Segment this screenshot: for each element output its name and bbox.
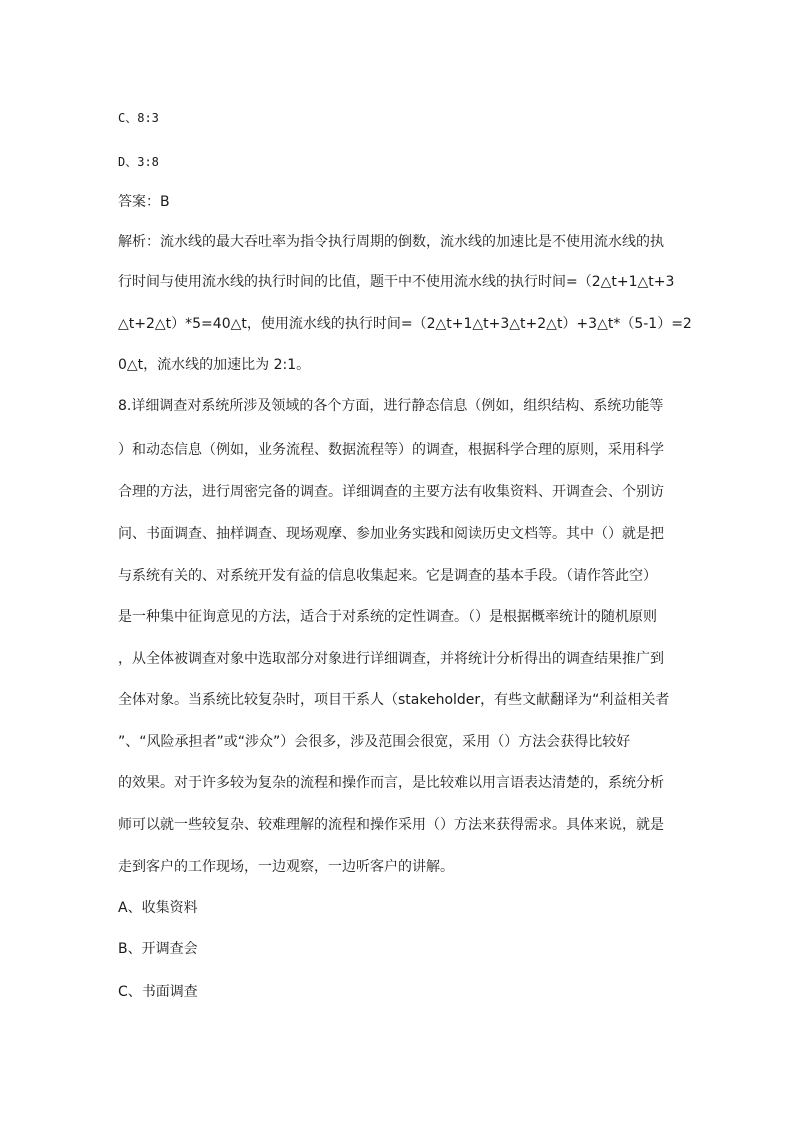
analysis-line-4: 0△t，流水线的加速比为 2:1。 [118,357,311,373]
option-c: C、书面调查 [118,984,198,1000]
question-line-10: 的效果。对于许多较为复杂的流程和操作而言，是比较难以用言语表达清楚的，系统分析 [118,775,664,791]
question-line-12: 走到客户的工作现场，一边观察，一边听客户的讲解。 [118,859,454,875]
question-line-11: 师可以就一些较复杂、较难理解的流程和操作采用（）方法来获得需求。具体来说，就是 [118,817,664,833]
analysis-line-3: △t+2△t）*5=40△t，使用流水线的执行时间=（2△t+1△t+3△t+2△t）+3△t*（5-1）=2 [118,316,692,332]
option-c-prev: C、8:3 [118,111,159,125]
analysis-line-2: 行时间与使用流水线的执行时间的比值，题干中不使用流水线的执行时间=（2△t+1△t+3 [118,274,675,290]
question-line-3: 合理的方法，进行周密完备的调查。详细调查的主要方法有收集资料、开调查会、个别访 [118,484,664,500]
option-b: B、开调查会 [118,941,198,957]
question-line-7: ，从全体被调查对象中选取部分对象进行详细调查，并将统计分析得出的调查结果推广到 [118,651,664,667]
question-line-2: ）和动态信息（例如，业务流程、数据流程等）的调查，根据科学合理的原则，采用科学 [118,442,664,458]
analysis-line-1: 解析：流水线的最大吞吐率为指令执行周期的倒数，流水线的加速比是不使用流水线的执 [118,234,664,250]
answer-line: 答案：B [118,194,170,210]
option-a: A、收集资料 [118,900,198,916]
option-d-prev: D、3:8 [118,155,159,169]
question-line-6: 是一种集中征询意见的方法，适合于对系统的定性调查。（）是根据概率统计的随机原则 [118,609,657,625]
question-line-1: 8.详细调查对系统所涉及领域的各个方面，进行静态信息（例如，组织结构、系统功能等 [118,398,664,414]
question-line-4: 问、书面调查、抽样调查、现场观摩、参加业务实践和阅读历史文档等。其中（）就是把 [118,526,664,542]
question-line-8: 全体对象。当系统比较复杂时，项目干系人（stakeholder，有些文献翻译为“利益相关者 [118,692,670,708]
question-line-9: ”、“风险承担者”或“涉众”）会很多，涉及范围会很宽，采用（）方法会获得比较好 [118,734,631,750]
question-line-5: 与系统有关的、对系统开发有益的信息收集起来。它是调查的基本手段。（请作答此空） [118,568,657,584]
